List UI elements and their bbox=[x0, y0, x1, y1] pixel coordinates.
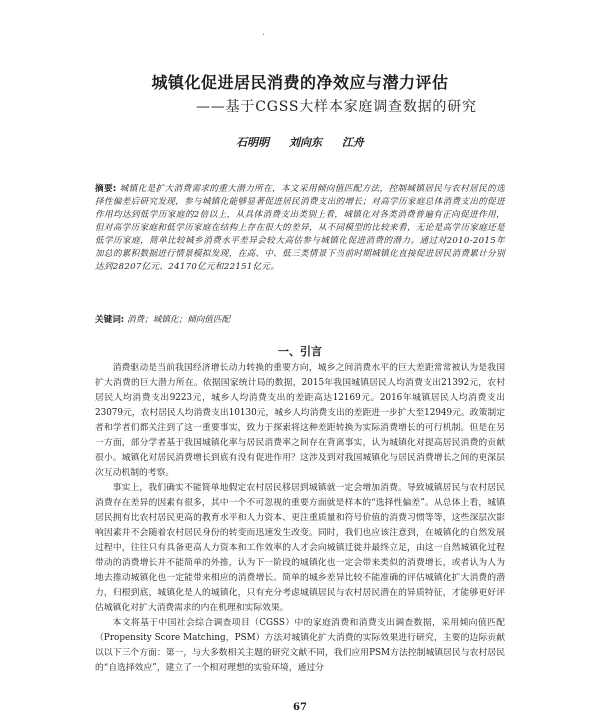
body-paragraph: 消费驱动是当前我国经济增长动力转换的重要方向，城乡之间消费水平的巨大差距常常被认为是我国扩大消费的巨大潜力所在。依据国家统计局的数据，2015年我国城镇居民人均消费支出21392元，农村居民人均消费支出9223元，城乡人均消费支出的差距高达12169元。2016年城镇居民人均消费支出23079元，农村居民人均消费支出10130元，城乡人均消费支出的差距进一步扩大至12949元。政策制定者和学者们都关注到了这一重要事实，致力于探索将这种差距转换为实际消费增长的可行机制。但是在另一方面，部分学者基于我国城镇化率与居民消费率之间存在背离事实，认为城镇化对提高居民消费的贡献很小。城镇化对居民消费增长到底有没有促进作用？这涉及到对我国城镇化与居民消费增长之间的更深层次互动机制的考察。 bbox=[95, 363, 505, 478]
body-text bbox=[95, 361, 505, 676]
scan-mark: · bbox=[262, 30, 266, 41]
keywords-text: 消费；城镇化；倾向值匹配 bbox=[126, 315, 231, 325]
author-name: 江舟 bbox=[341, 136, 364, 149]
body-paragraph: 事实上，我们确实不能简单地假定农村居民移居到城镇就一定会增加消费。导致城镇居民与农村居民消费存在差异的因素有很多，其中一个不可忽视的重要方面就是样本的“选择性偏差”。从总体上看，城镇居民拥有比农村居民更高的教育水平和人力资本、更注重质量和符号价值的消费习惯等等，这些深层次影响因素并不会随着农村居民身份的转变而迅速发生改变。同时，我们也应该注意到，在城镇化的自然发展过程中，往往只有具备更高人力资本和工作效率的人才会向城镇迁徙并最终立足，由这一自然城镇化过程带动的消费增长并不能简单的外推，认为下一阶段的城镇化也一定会带来类似的消费增长，或者认为人为地去推动城镇化也一定能带来相应的消费增长。简单的城乡差异比较不能准确的评估城镇化扩大消费的潜力，归根到底，城镇化是人的城镇化，只有充分考虑城镇居民与农村居民潜在的异质特征，才能够更好评估城镇化对扩大消费需求的内在机理和实际效果。 bbox=[95, 483, 505, 613]
keywords-label: 关键词: bbox=[95, 315, 125, 325]
body-paragraph: 本文将基于中国社会综合调查项目（CGSS）中的家庭消费和消费支出调查数据，采用倾向值匹配（Propensity Score Matching，PSM）方法对城镇化扩大消费的实际效果进行研究，主要的边际贡献以以下三个方面：第一，与大多数相关主题的研究文献不同，我们应用PSM方法控制城镇居民与农村居民的“自选择效应”，建立了一个相对理想的实验环境，通过分 bbox=[95, 618, 505, 673]
abstract-label: 摘要: bbox=[95, 184, 117, 194]
page-number: 67 bbox=[293, 702, 307, 713]
section-heading: 一、引言 bbox=[278, 345, 322, 358]
abstract-block bbox=[95, 183, 505, 274]
abstract-text: 城镇化是扩大消费需求的重大潜力所在，本文采用倾向值匹配方法，控制城镇居民与农村居民的选择性偏差后研究发现，参与城镇化能够显著促进居民消费支出的增长；对高学历家庭总体消费支出的促进作用均达到低学历家庭的2倍以上，从具体消费支出类别上看，城镇化对各类消费普遍有正向促进作用，但对高学历家庭和低学历家庭在结构上存在很大的差异，从不同模型的比较来看，无论是高学历家庭还是低学历家庭，简单比较城乡消费水平差异会较大高估参与城镇化促进消费的潜力。通过对2010-2015年加总的累积数据进行情景模拟发现，在高、中、低三类情景下当前时期城镇化直接促进居民消费累计分别达到28207亿元、24170亿元和22151亿元。 bbox=[95, 184, 505, 272]
paper-subtitle: ——基于CGSS大样本家庭调查数据的研究 bbox=[196, 99, 477, 115]
keywords-block bbox=[95, 314, 505, 327]
author-name: 石明明 bbox=[236, 136, 270, 149]
author-list bbox=[0, 134, 600, 150]
paper-title: 城镇化促进居民消费的净效应与潜力评估 bbox=[151, 73, 449, 92]
author-name: 刘向东 bbox=[289, 136, 322, 149]
